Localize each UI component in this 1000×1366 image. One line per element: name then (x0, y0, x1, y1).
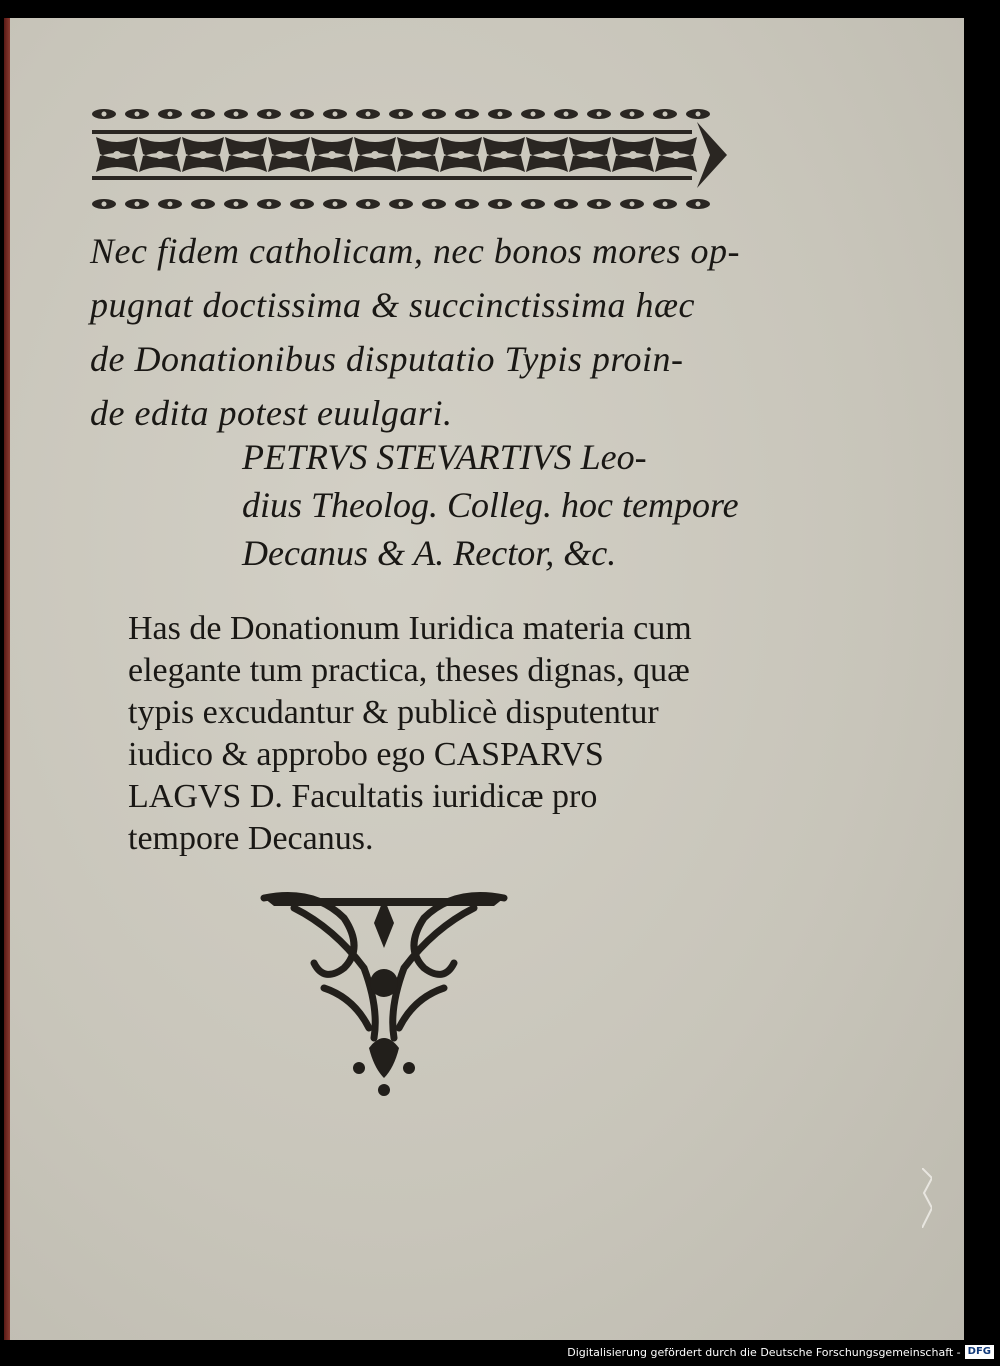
approval-line: elegante tum practica, theses dignas, quæ (128, 652, 690, 689)
signer-line: dius Theolog. Colleg. hoc tempore (242, 485, 739, 525)
page-edge-tear (922, 1168, 932, 1228)
imprimatur-paragraph (90, 224, 750, 440)
approval-line: Has de Donationum Iuridica materia cum (128, 610, 692, 647)
imprimatur-line: pugnat doctissima & succinctissima hæc (90, 285, 695, 325)
dfg-logo-icon: DFG (965, 1345, 994, 1359)
tailpiece-vignette-icon (254, 878, 514, 1098)
signer-line: PETRVS STEVARTIVS Leo- (242, 437, 647, 477)
approval-line: LAGVS D. Facultatis iuridicæ pro (128, 778, 598, 815)
binding-edge (4, 18, 10, 1340)
imprimatur-line: de edita potest euulgari. (90, 393, 453, 433)
imprimatur-line: Nec fidem catholicam, nec bonos mores op- (90, 231, 741, 271)
digitization-credit (567, 1344, 994, 1360)
approval-line: iudico & approbo ego CASPARVS (128, 736, 604, 773)
credit-text: Digitalisierung gefördert durch die Deutsche Forschungsgemeinschaft - (567, 1345, 961, 1359)
document-page (4, 18, 964, 1340)
approval-line: tempore Decanus. (128, 820, 374, 857)
imprimatur-line: de Donationibus disputatio Typis proin- (90, 339, 684, 379)
approval-paragraph (128, 608, 768, 860)
signer-line: Decanus & A. Rector, &c. (242, 533, 617, 573)
printers-ornament-band-icon (82, 92, 732, 212)
approval-line: typis excudantur & publicè disputentur (128, 694, 659, 731)
signer-paragraph (242, 433, 762, 577)
